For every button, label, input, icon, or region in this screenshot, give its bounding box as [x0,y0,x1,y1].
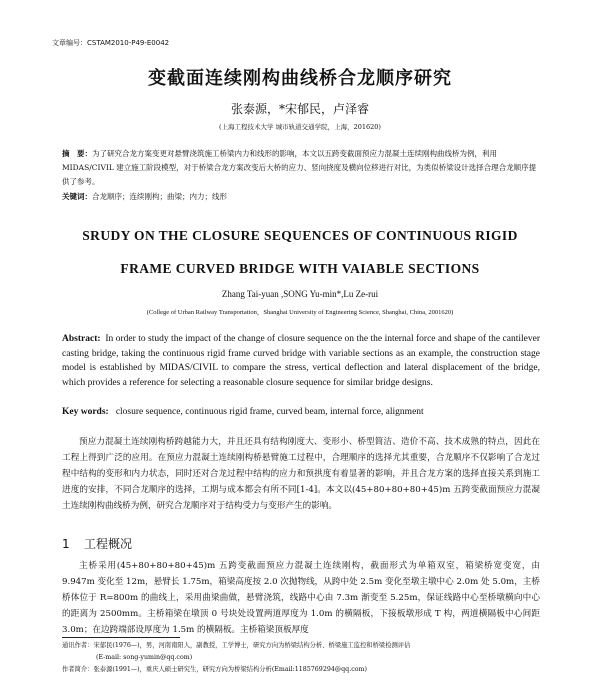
english-abstract-text: In order to study the impact of the change of closure sequence on the the internal force and shape of the cantilever casting bridge, taking the continuous rigid frame curved bridge with variable sections as an example, the construction stage model is established by MIDAS/CIVIL to compare the stress, vertical deflection and lateral displacement of the bridge, which provides a reference for selecting a reasonable closure sequence for similar bridge designs. [62,334,540,388]
footnote-email: (E-mail: song-yumin@qq.com) [96,654,193,661]
footnote [62,640,540,676]
article-number: 文章编号：CSTAM2010-P49-E0042 [52,39,170,47]
chinese-authors: 张泰源，*宋郁民，卢泽睿 [230,102,369,116]
section-number: 1 [62,537,70,551]
english-title-line-1: SRUDY ON THE CLOSURE SEQUENCES OF CONTINUOUS RIGID [82,228,518,243]
english-title-line-2: FRAME CURVED BRIDGE WITH VAIABLE SECTIONS [120,261,480,276]
english-affiliation: (College of Urban Railway Transportation，Shanghai University of Engineering Science, Shanghai, China, 2001620) [146,309,454,316]
chinese-title: 变截面连续刚构曲线桥合龙顺序研究 [148,68,452,89]
footnote-corresponding-author: 通讯作者：宋郁民(1976—)，男，河南南阳人，副教授，工学博士，研究方向为桥梁结构分析、桥梁施工监控和桥梁检测评估 [62,642,411,649]
chinese-affiliation: (上海工程技术大学 城市轨道交通学院，上海，201620) [219,123,381,131]
chinese-abstract-text: 为了研究合龙方案变更对悬臂浇筑施工桥梁内力和线形的影响，本文以五跨变截面预应力混凝土连续刚构曲线桥为例，利用 MIDAS/CIVIL 建立施工阶段模型，对于桥梁合龙方案改变后大桥的应力、竖向挠度及横向位移进行对比，为类似桥梁设计选择合理合龙顺序提供了参考。 [62,149,537,186]
section-1-paragraph: 主桥采用(45+80+80+80+45)m 五跨变截面预应力混凝土连续刚构，截面形式为单箱双室，箱梁桥宽变宽，由 9.947m 变化至 12m，悬臂长 1.75m，箱梁高度按 2.0 次抛物线，从跨中处 2.5m 变化至墩主墩中心 2.0m 处 5.0m，主桥桥体位于 R=800m 的曲线上，采用曲梁曲做，悬臂浇筑，线路中心由 7.3m 渐变至 5.25m，保证线路中心至桥墩横向中心的距离为 2500mm。主桥箱梁在墩顶 0 号块处设置两道厚度为 1.0m 的横隔板，下接板墩形成 T 构，两道横隔板中心间距 3.0m；在边跨端部设厚度为 1.5m 的横隔板。主桥箱梁顶板厚度 [62,561,540,635]
section-title: 工程概况 [84,537,133,551]
english-keywords-text: closure sequence, continuous rigid frame, curved beam, internal force, alignment [115,407,424,417]
section-heading-1 [62,535,132,552]
chinese-keywords-label: 关键词： [62,192,92,201]
chinese-keywords-text: 合龙顺序；连续刚构；曲梁；内力；线形 [92,192,227,201]
english-authors: Zhang Tai-yuan ,SONG Yu-min*,Lu Ze-rui [221,289,379,299]
english-keywords [62,407,540,417]
english-abstract-label: Abstract: [62,334,101,344]
chinese-abstract [62,147,540,189]
chinese-keywords [62,191,540,202]
footnote-divider [62,637,180,638]
english-keywords-label: Key words: [62,407,109,417]
english-abstract [62,332,540,390]
chinese-abstract-label: 摘 要： [62,149,92,158]
introduction-paragraph: 预应力混凝土连续刚构桥跨越能力大，并且还具有结构刚度大、变形小、桥型简洁、造价不高、技术成熟的特点，因此在工程上得到广泛的应用。在预应力混凝土连续刚构桥悬臂施工过程中，合理顺序的选择尤其重要，合龙顺序不仅影响了合龙过程中结构的变形和内力状态，同时还对合龙过程中结构的应力和预拱度有着显著的影响，并且合龙方案的选择直接关系到施工进度的安排，不同合龙顺序的选择，工期与成本都会有所不同[1-4]。本文以(45+80+80+80+45)m 五跨变截面预应力混凝土连续刚构曲线桥为例，研究合龙顺序对于结构受力与变形产生的影响。 [62,437,540,511]
footnote-author-bio: 作者简介：张泰源(1991—)，重庆人硕士研究生，研究方向为桥梁结构分析(Email:1185769294@qq.com) [62,666,367,673]
